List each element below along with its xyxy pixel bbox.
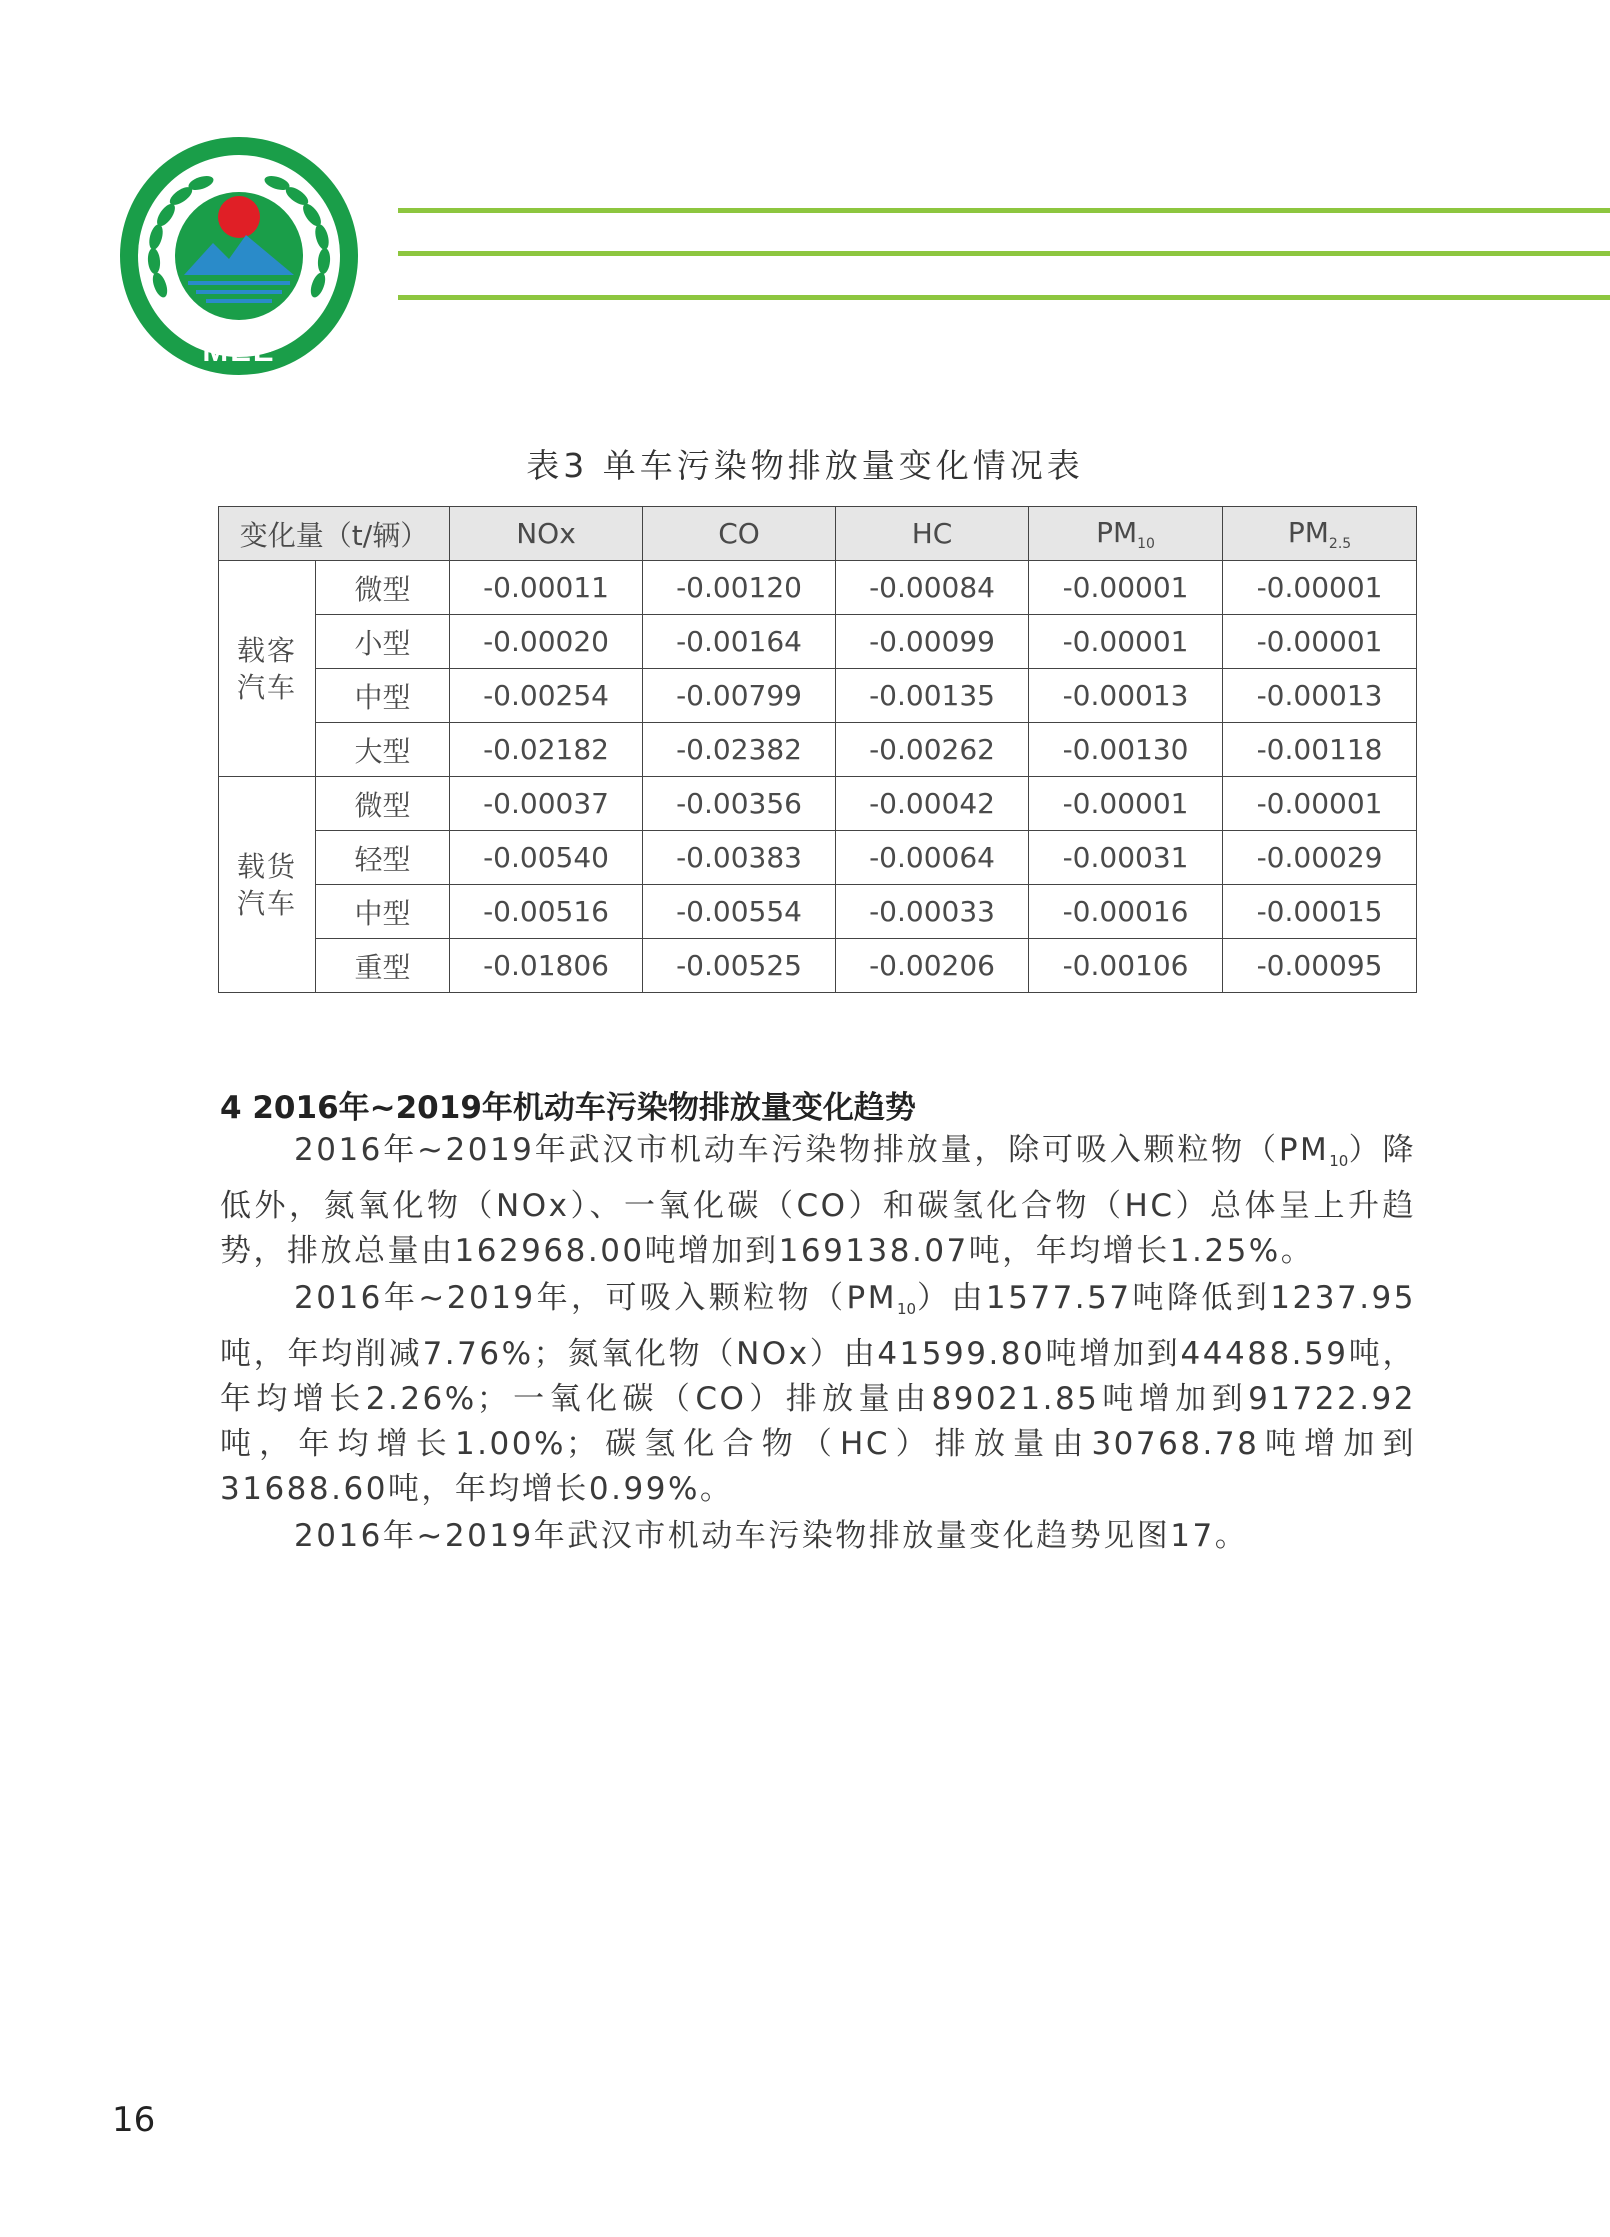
co-value: -0.00554	[643, 885, 836, 939]
table-row	[219, 561, 1417, 615]
header-rule-3	[398, 295, 1610, 300]
co-value: -0.00164	[643, 615, 836, 669]
vehicle-type: 微型	[316, 561, 450, 615]
paragraph-3: 2016年~2019年武汉市机动车污染物排放量变化趋势见图17。	[294, 1518, 1249, 1554]
nox-value: -0.00254	[450, 669, 643, 723]
nox-value: -0.00011	[450, 561, 643, 615]
table-caption: 表3 单车污染物排放量变化情况表	[526, 446, 1084, 485]
header-pm25: $PM_{2.5}$	[1223, 507, 1417, 561]
hc-value: -0.00262	[836, 723, 1029, 777]
header-nox: NOx	[450, 507, 643, 561]
section-heading: 4 2016年~2019年机动车污染物排放量变化趋势	[220, 1090, 916, 1126]
pm10-value: -0.00001	[1029, 615, 1223, 669]
pm25-value: -0.00001	[1223, 561, 1417, 615]
co-value: -0.00383	[643, 831, 836, 885]
hc-value: -0.00064	[836, 831, 1029, 885]
header-pm10: $PM_{10}$	[1029, 507, 1223, 561]
co-value: -0.00356	[643, 777, 836, 831]
pm25-value: -0.00015	[1223, 885, 1417, 939]
pm10-value: -0.00130	[1029, 723, 1223, 777]
nox-value: -0.01806	[450, 939, 643, 993]
pm10-value: -0.00031	[1029, 831, 1223, 885]
pm25-value: -0.00013	[1223, 669, 1417, 723]
section-body	[220, 1128, 1416, 1561]
table-row	[219, 777, 1417, 831]
nox-value: -0.00540	[450, 831, 643, 885]
sun-icon	[218, 196, 260, 238]
table-row	[219, 885, 1417, 939]
pm25-value: -0.00118	[1223, 723, 1417, 777]
vehicle-type: 微型	[316, 777, 450, 831]
nox-value: -0.00516	[450, 885, 643, 939]
pm25-value: -0.00029	[1223, 831, 1417, 885]
table-row	[219, 831, 1417, 885]
hc-value: -0.00084	[836, 561, 1029, 615]
co-value: -0.00799	[643, 669, 836, 723]
pm25-value: -0.00001	[1223, 615, 1417, 669]
table-row	[219, 723, 1417, 777]
paragraph-2: 2016年~2019年，可吸入颗粒物$(PM_{10})$由1577.57吨降低到1237.95吨，年均削减7.76%；氮氧化物（NOx）由41599.80吨增加到44488.59吨，年均增长2.26%；一氧化碳（CO）排放量由89021.85吨增加到91722.92吨，年均增长1.00%；碳氢化合物（HC）排放量由30768.78吨增加到31688.60吨，年均增长0.99%。	[220, 1280, 1417, 1507]
pm25-value: -0.00095	[1223, 939, 1417, 993]
vehicle-type: 轻型	[316, 831, 450, 885]
hc-value: -0.00135	[836, 669, 1029, 723]
hc-value: -0.00033	[836, 885, 1029, 939]
vehicle-type: 小型	[316, 615, 450, 669]
pm10-value: -0.00001	[1029, 777, 1223, 831]
nox-value: -0.00037	[450, 777, 643, 831]
hc-value: -0.00099	[836, 615, 1029, 669]
logo-text: MEE	[202, 333, 276, 368]
group-label-passenger: 载客 汽车	[219, 561, 316, 777]
header-rule-1	[398, 208, 1610, 213]
header-change-unit: 变化量（t/辆）	[219, 507, 450, 561]
nox-value: -0.02182	[450, 723, 643, 777]
pm10-value: -0.00016	[1029, 885, 1223, 939]
emission-change-table	[218, 506, 1417, 993]
pm10-value: -0.00106	[1029, 939, 1223, 993]
pm10-value: -0.00001	[1029, 561, 1223, 615]
hc-value: -0.00206	[836, 939, 1029, 993]
header-rule-2	[398, 251, 1610, 256]
table-row	[219, 669, 1417, 723]
pm10-value: -0.00013	[1029, 669, 1223, 723]
vehicle-type: 中型	[316, 669, 450, 723]
table-row	[219, 939, 1417, 993]
group-label-freight: 载货 汽车	[219, 777, 316, 993]
header-co: CO	[643, 507, 836, 561]
table-header-row	[219, 507, 1417, 561]
mee-logo	[118, 135, 360, 377]
co-value: -0.02382	[643, 723, 836, 777]
nox-value: -0.00020	[450, 615, 643, 669]
co-value: -0.00120	[643, 561, 836, 615]
hc-value: -0.00042	[836, 777, 1029, 831]
table-row	[219, 615, 1417, 669]
pm25-value: -0.00001	[1223, 777, 1417, 831]
vehicle-type: 重型	[316, 939, 450, 993]
vehicle-type: 大型	[316, 723, 450, 777]
paragraph-1: 2016年~2019年武汉市机动车污染物排放量，除可吸入颗粒物$(PM_{10})$降低外，氮氧化物（NOx）、一氧化碳（CO）和碳氢化合物（HC）总体呈上升趋势，排放总量由162968.00吨增加到169138.07吨，年均增长1.25%。	[220, 1132, 1417, 1269]
page-number: 16	[112, 2100, 156, 2140]
header-hc: HC	[836, 507, 1029, 561]
co-value: -0.00525	[643, 939, 836, 993]
vehicle-type: 中型	[316, 885, 450, 939]
